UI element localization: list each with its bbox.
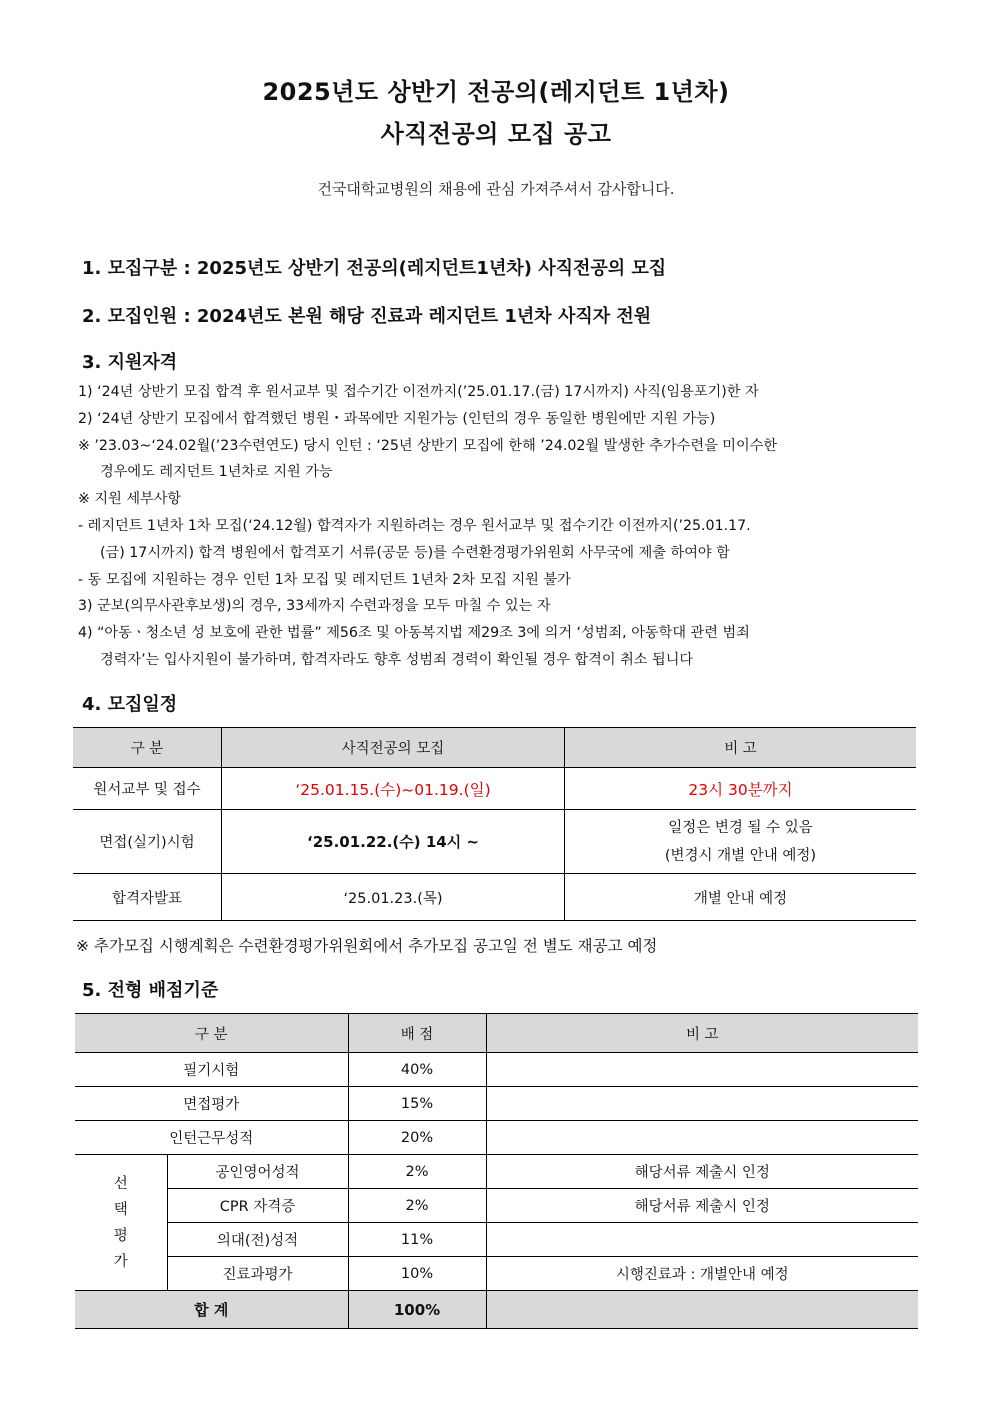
title-line-1: 2025년도 상반기 전공의(레지던트 1년차) [262,78,730,106]
table-row [75,1121,918,1155]
schedule-note-line: (변경시 개별 안내 예정) [664,847,817,864]
group-char: 선 [113,1175,128,1192]
qual-line: 4) “아동ㆍ청소년 성 보호에 관한 법률” 제56조 및 아동복지법 제29조 3에 의거 ‘성범죄, 아동학대 관련 범죄 [78,625,750,642]
qual-line: ※ ’23.03~‘24.02월(’23수련연도) 당시 인턴 : ‘25년 상반기 모집에 한해 ’24.02월 발생한 추가수련을 미이수한 [78,437,778,454]
score-label: 면접평가 [75,1087,348,1121]
score-value: 40% [348,1053,486,1087]
header-cell: 비 고 [486,1014,918,1053]
score-value: 2% [348,1189,486,1223]
score-note: 시행진료과 : 개별안내 예정 [486,1257,918,1291]
qual-line: ※ 지원 세부사항 [78,491,182,508]
section-recruit-type: 1. 모집구분 : 2025년도 상반기 전공의(레지던트1년차) 사직전공의 모집 [82,258,667,279]
thanks-message: 건국대학교병원의 채용에 관심 가져주셔서 감사합니다. [317,180,675,198]
score-label: 필기시험 [75,1053,348,1087]
section-recruit-count: 2. 모집인원 : 2024년도 본원 해당 진료과 레지던트 1년차 사직자 전원 [82,306,652,327]
total-row [75,1291,918,1329]
table-row [75,1087,918,1121]
table-header-row [75,1014,918,1053]
additional-note: ※ 추가모집 시행계획은 수련환경평가위원회에서 추가모집 공고일 전 별도 재공고 예정 [76,937,658,955]
table-row [75,1223,918,1257]
score-label: 진료과평가 [167,1257,348,1291]
score-label: 공인영어성적 [167,1155,348,1189]
schedule-note-line: 일정은 변경 될 수 있음 [668,819,813,836]
schedule-note: 23시 30분까지 [565,768,917,810]
header-cell: 구 분 [75,1014,348,1053]
schedule-date: ‘25.01.23.(목) [222,874,565,921]
score-value: 20% [348,1121,486,1155]
score-label: 인턴근무성적 [75,1121,348,1155]
schedule-label: 면접(실기)시험 [73,810,222,874]
schedule-note: 개별 안내 예정 [565,874,917,921]
table-header-row [73,728,916,768]
score-note [486,1087,918,1121]
header-cell: 구 분 [73,728,222,768]
score-note [486,1121,918,1155]
header-cell: 배 점 [348,1014,486,1053]
schedule-label: 원서교부 및 접수 [73,768,222,810]
schedule-date: ‘25.01.22.(수) 14시 ~ [222,810,565,874]
score-note: 해당서류 제출시 인정 [486,1155,918,1189]
schedule-note [565,810,917,874]
header-cell: 사직전공의 모집 [222,728,565,768]
score-note [486,1223,918,1257]
table-row [75,1155,918,1189]
table-row [73,768,916,810]
score-value: 10% [348,1257,486,1291]
score-note [486,1053,918,1087]
table-row [75,1053,918,1087]
scoring-table [75,1013,918,1329]
score-value: 11% [348,1223,486,1257]
score-note: 해당서류 제출시 인정 [486,1189,918,1223]
section-qualifications: 3. 지원자격 [82,352,178,373]
score-value: 2% [348,1155,486,1189]
group-char: 택 [113,1201,128,1218]
table-row [73,874,916,921]
schedule-label: 합격자발표 [73,874,222,921]
qual-line: 1) ‘24년 상반기 모집 합격 후 원서교부 및 접수기간 이전까지(’25.01.17.(금) 17시까지) 사직(임용포기)한 자 [78,384,759,400]
qualifications-list [78,379,928,674]
group-char: 가 [113,1253,128,1270]
score-value: 15% [348,1087,486,1121]
title-line-2: 사직전공의 모집 공고 [380,120,612,148]
score-label: CPR 자격증 [167,1189,348,1223]
selective-group-label [75,1155,167,1291]
qual-line: 2) ‘24년 상반기 모집에서 합격했던 병원・과목에만 지원가능 (인턴의 경우 동일한 병원에만 지원 가능) [78,410,716,427]
total-label: 합 계 [75,1291,348,1329]
qual-line: - 동 모집에 지원하는 경우 인턴 1차 모집 및 레지던트 1년차 2차 모집 지원 불가 [78,571,571,588]
schedule-table [73,727,916,921]
group-char: 평 [113,1227,128,1244]
qual-line: (금) 17시까지) 합격 병원에서 합격포기 서류(공문 등)를 수련환경평가위원회 사무국에 제출 하여야 함 [100,544,730,561]
total-note [486,1291,918,1329]
qual-line: 경력자’는 입사지원이 불가하며, 합격자라도 향후 성범죄 경력이 확인될 경우 합격이 취소 됩니다 [100,651,694,668]
qual-line: 3) 군보(의무사관후보생)의 경우, 33세까지 수련과정을 모두 마칠 수 있는 자 [78,598,551,615]
schedule-date: ‘25.01.15.(수)~01.19.(일) [222,768,565,810]
section-scoring: 5. 전형 배점기준 [82,980,219,1001]
score-label: 의대(전)성적 [167,1223,348,1257]
table-row [75,1257,918,1291]
table-row [73,810,916,874]
total-score: 100% [348,1291,486,1329]
section-schedule: 4. 모집일정 [82,694,178,715]
header-cell: 비 고 [565,728,917,768]
qual-line: 경우에도 레지던트 1년차로 지원 가능 [100,464,333,481]
table-row [75,1189,918,1223]
qual-line: - 레지던트 1년차 1차 모집(‘24.12월) 합격자가 지원하려는 경우 원서교부 및 접수기간 이전까지(’25.01.17. [78,517,751,534]
